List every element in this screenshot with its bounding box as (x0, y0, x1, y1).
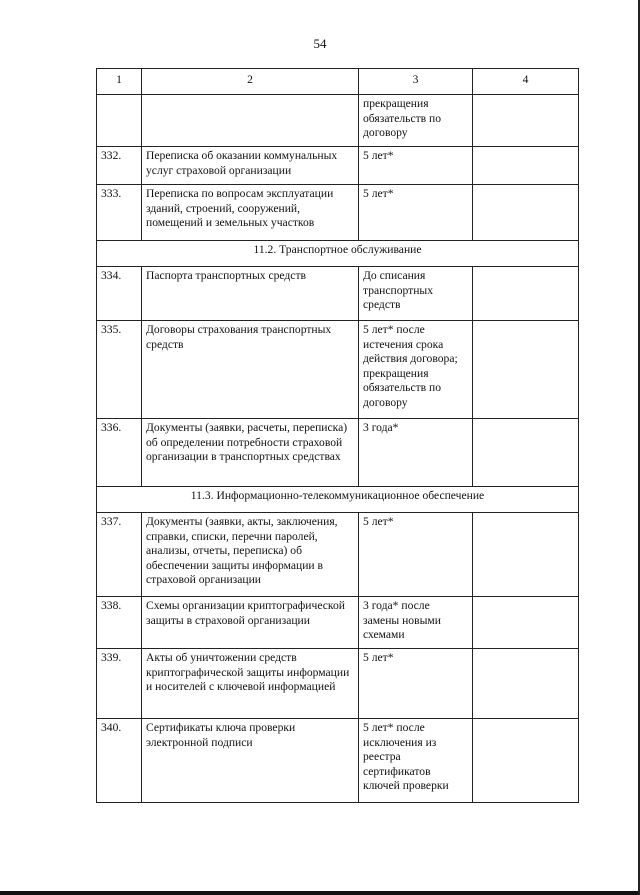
article-number: 332. (97, 147, 142, 185)
note (473, 147, 579, 185)
section-row (97, 487, 579, 513)
retention-period: 3 года* после замены новыми схемами (359, 597, 473, 649)
article-number (97, 95, 142, 147)
document-type: Переписка по вопросам эксплуатации зданий, строений, сооружений, помещений и земельных участков (142, 185, 359, 241)
note (473, 419, 579, 487)
document-type: Акты об уничтожении средств криптографической защиты информации и носителей с ключевой информацией (142, 649, 359, 719)
table-row (97, 513, 579, 597)
header-row (97, 69, 579, 95)
table-row (97, 597, 579, 649)
retention-period: 5 лет* (359, 185, 473, 241)
note (473, 649, 579, 719)
document-type: Договоры страхования транспортных средств (142, 321, 359, 419)
records-table (96, 68, 579, 803)
article-number: 334. (97, 267, 142, 321)
section-title: 11.2. Транспортное обслуживание (97, 241, 579, 267)
header-col-1: 1 (97, 69, 142, 95)
table-row (97, 147, 579, 185)
retention-period: 5 лет* (359, 649, 473, 719)
note (473, 597, 579, 649)
scan-bottom-border (0, 891, 640, 895)
table-row (97, 649, 579, 719)
note (473, 321, 579, 419)
article-number: 333. (97, 185, 142, 241)
note (473, 185, 579, 241)
table-row (97, 321, 579, 419)
document-type: Схемы организации криптографической защиты в страховой организации (142, 597, 359, 649)
article-number: 337. (97, 513, 142, 597)
table-body (97, 95, 579, 803)
document-type: Документы (заявки, расчеты, переписка) об определении потребности страховой организации в транспортных средствах (142, 419, 359, 487)
article-number: 335. (97, 321, 142, 419)
article-number: 336. (97, 419, 142, 487)
document-type: Переписка об оказании коммунальных услуг страховой организации (142, 147, 359, 185)
retention-period: До списания транспортных средств (359, 267, 473, 321)
header-col-3: 3 (359, 69, 473, 95)
note (473, 95, 579, 147)
header-col-4: 4 (473, 69, 579, 95)
article-number: 340. (97, 719, 142, 803)
note (473, 513, 579, 597)
page-number: 54 (313, 36, 327, 51)
section-row (97, 241, 579, 267)
table-row (97, 185, 579, 241)
document-type (142, 95, 359, 147)
section-title: 11.3. Информационно-телекоммуникационное обеспечение (97, 487, 579, 513)
retention-period: 5 лет* после исключения из реестра сертификатов ключей проверки (359, 719, 473, 803)
table-row (97, 95, 579, 147)
article-number: 339. (97, 649, 142, 719)
table-row (97, 419, 579, 487)
document-type: Документы (заявки, акты, заключения, справки, списки, перечни паролей, анализы, отчеты, переписка) об обеспечении защиты информации в страховой организации (142, 513, 359, 597)
header-col-2: 2 (142, 69, 359, 95)
retention-period: прекращения обязательств по договору (359, 95, 473, 147)
document-type: Сертификаты ключа проверки электронной подписи (142, 719, 359, 803)
retention-period: 3 года* (359, 419, 473, 487)
retention-period: 5 лет* (359, 147, 473, 185)
retention-period: 5 лет* (359, 513, 473, 597)
table-row (97, 719, 579, 803)
article-number: 338. (97, 597, 142, 649)
document-type: Паспорта транспортных средств (142, 267, 359, 321)
table-row (97, 267, 579, 321)
note (473, 719, 579, 803)
note (473, 267, 579, 321)
retention-period: 5 лет* после истечения срока действия договора; прекращения обязательств по договору (359, 321, 473, 419)
